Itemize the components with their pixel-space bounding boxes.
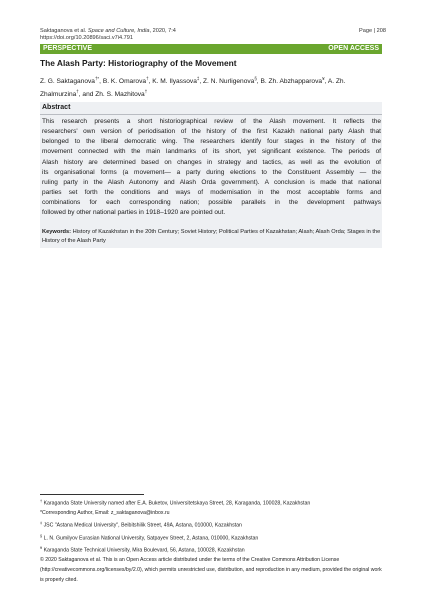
keywords-label: Keywords: [42, 229, 72, 235]
footnote-row [40, 532, 386, 544]
running-header [40, 28, 176, 43]
footnote-row [40, 509, 386, 519]
footnote-mark: † [40, 499, 43, 503]
author-affiliation-mark: † [76, 89, 79, 95]
footnote-mark: § [40, 533, 43, 538]
author-name: Z. G. Saktaganova [40, 78, 95, 86]
footnote-mark: ‡ [40, 521, 43, 526]
abstract-divider [40, 114, 382, 115]
abstract-line: its organisational forms (a movement— a party during elections to the Constituent Assembly — the [42, 168, 381, 176]
author-name: B. K. Omarova [102, 78, 147, 86]
footnote-row [40, 497, 386, 509]
author-affiliation-mark: † [146, 76, 149, 81]
article-title: The Alash Party: Historiography of the Movement [40, 58, 237, 68]
author-name: B. Zh. Abzhapparova [260, 78, 323, 86]
author-affiliation-mark: ¥ [322, 76, 325, 81]
footnote-text: Karaganda State Technical University, Mira Boulevard, 56, Astana, 100028, Kazakhstan [43, 547, 245, 554]
abstract-line: belonged to the liberal democratic wing. The researchers identify four stages in the history of the [42, 138, 381, 146]
abstract-line: This research presents a short historiographical review of the Alash movement. It reflects the [42, 118, 381, 125]
footnote-divider [40, 494, 144, 495]
author-affiliation-mark: † [144, 89, 148, 95]
abstract-text [42, 117, 381, 219]
section-bar [40, 44, 382, 54]
doi-link[interactable]: https://doi.org/10.20896/saci.v7i4.791 [40, 35, 133, 42]
abstract-line: researchers' own version of periodisation of the history of the first Kazakh national party Alash that [42, 128, 381, 136]
footnote-text: JSC "Astana Medical University", Beibitshilik Street, 49A, Astana, 010000, Kazakhstan [43, 522, 242, 529]
abstract-line: movement connected with the main landmarks of its short, yet significant existence. The periods of [42, 148, 381, 156]
author-affiliation-mark: § [254, 76, 257, 81]
journal-author-prefix: Saktaganova et al. [40, 28, 87, 34]
copyright-notice: © 2020 Saktaganova et al. This is an Open Access article distributed under the terms of the Creative Commons Attribution License (http://creativecommons.org/licenses/by/2.0), which permits unrestricted use, distribution, and reproduction in any medium, provided the original work is properly cited. [40, 557, 382, 583]
open-access-label: OPEN ACCESS [328, 45, 379, 52]
author-name: and Zh. S. Mazhitova [82, 91, 145, 99]
footnote-row [40, 519, 386, 531]
journal-volume: 2020, 7:4 [152, 28, 176, 34]
footnote-mark: ¥ [40, 546, 43, 551]
author-list: Z. G. Saktaganova†*, B. K. Omarova†, K. M. Ilyassova‡, Z. N. Nurligenova§, B. Zh. Abzhapparova¥, A. Zh. Zhalmurzina†, and Zh. S. Mazhitova† [40, 76, 346, 99]
footnote-text: L. N. Gumilyov Eurasian National University, Satpayev Street, 2, Astana, 010000, Kazakhstan [43, 535, 259, 542]
journal-citation: Saktaganova et al. Space and Culture, India, 2020, 7:4 [40, 28, 176, 34]
author-name: A. Zh. Zhalmurzina [40, 78, 346, 99]
footnote-text: *Corresponding Author, Email: z_saktaganova@inbox.ru [40, 510, 170, 517]
section-label: PERSPECTIVE [43, 45, 93, 52]
page-number: Page | 208 [359, 28, 386, 34]
abstract-heading: Abstract [42, 104, 71, 111]
author-name: K. M. Ilyassova [152, 78, 197, 86]
footnote-row [40, 544, 386, 556]
footnotes [40, 497, 386, 586]
author-name: Z. N. Nurligenova [203, 78, 255, 86]
abstract-line: parties set forth the conditions and ways of modernisation in the most acceptable forms and [42, 189, 381, 197]
abstract-line: Alash history are determined based on changes in strategy and tactics, as well as the evolution of [42, 158, 381, 166]
keywords [42, 228, 381, 245]
author-affiliation-mark: †* [94, 76, 100, 81]
footnote-text: Karaganda State University named after E.A. Buketov, Universitetskaya Street, 28, Karaganda, 100028, Kazakhstan [43, 500, 311, 507]
abstract-line: followed by other national parties in 1918–1920 are pointed out. [42, 209, 226, 217]
abstract-line: ruling party in the Alash Autonomy and Alash Orda government). A conclusion is made that national [42, 178, 381, 186]
keywords-list: History of Kazakhstan in the 20th Century; Soviet History; Political Parties of Kazakhstan; Alash; Alash Orda; Stages in the History of the Alash Party [42, 229, 381, 244]
journal-name: Space and Culture, India [87, 28, 150, 34]
abstract-line: combinations for each corresponding nation; possible parallels in the development pathways [42, 199, 381, 207]
author-affiliation-mark: ‡ [196, 76, 200, 81]
